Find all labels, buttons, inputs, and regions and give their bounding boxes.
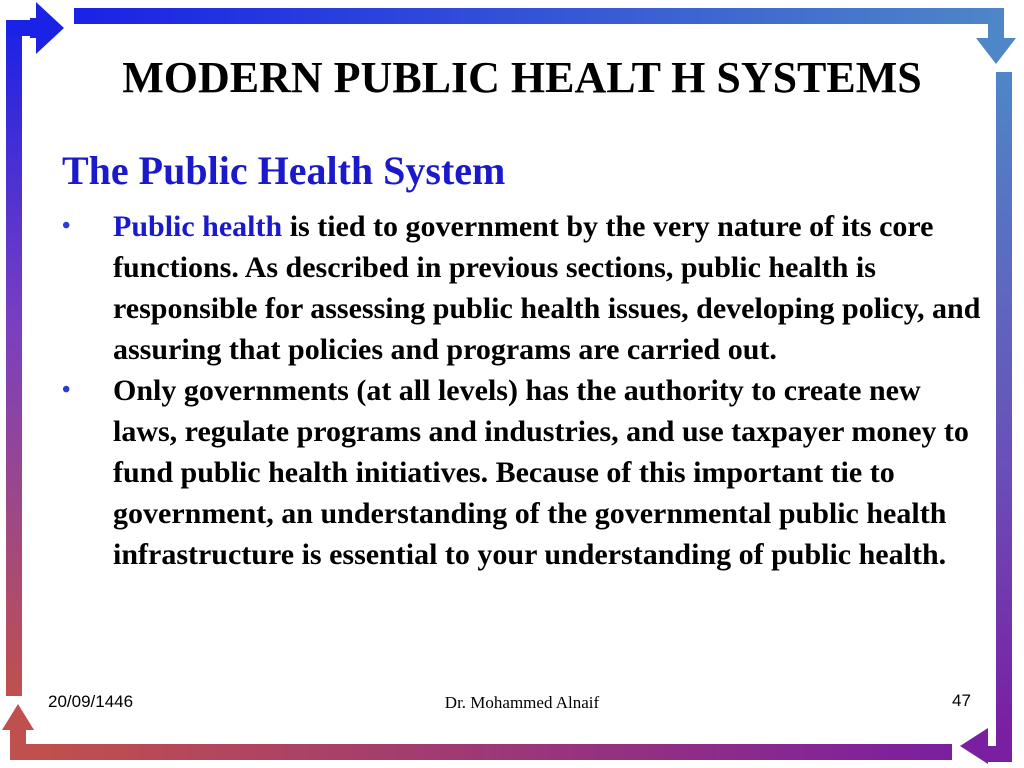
frame-arrow-top-left (6, 2, 64, 696)
footer-page-number: 47 (952, 691, 971, 710)
frame-bottom-bar (40, 744, 952, 760)
footer-date: 20/09/1446 (48, 692, 134, 711)
frame-right-bar (996, 72, 1012, 732)
slide-subtitle: The Public Health System (62, 148, 506, 193)
bullet-text: Only governments (at all levels) has the authority to create new laws, regulate programs and industries, and use taxpayer money to fund public health initiatives. Because of this important tie to government, an understanding of the governmental public health infrastructure is essential to your understanding of public health. (113, 374, 969, 571)
frame-top-bar (74, 8, 1004, 24)
bullet-item (62, 206, 992, 370)
bullet-icon: • (62, 213, 71, 239)
bullet-icon: • (62, 377, 71, 403)
bullet-item (62, 370, 992, 575)
frame-arrow-bottom-right (960, 728, 1012, 764)
slide-title: MODERN PUBLIC HEALT H SYSTEMS (122, 53, 922, 102)
footer-author: Dr. Mohammed Alnaif (444, 693, 600, 712)
bullet-text: is tied to government by the very nature of its core functions. As described in previous sections, public health is responsible for assessing public health issues, developing policy, and assuring that policies and programs are carried out. (113, 210, 981, 366)
bullet-highlight: Public health (113, 210, 283, 243)
bullet-list (62, 206, 992, 575)
